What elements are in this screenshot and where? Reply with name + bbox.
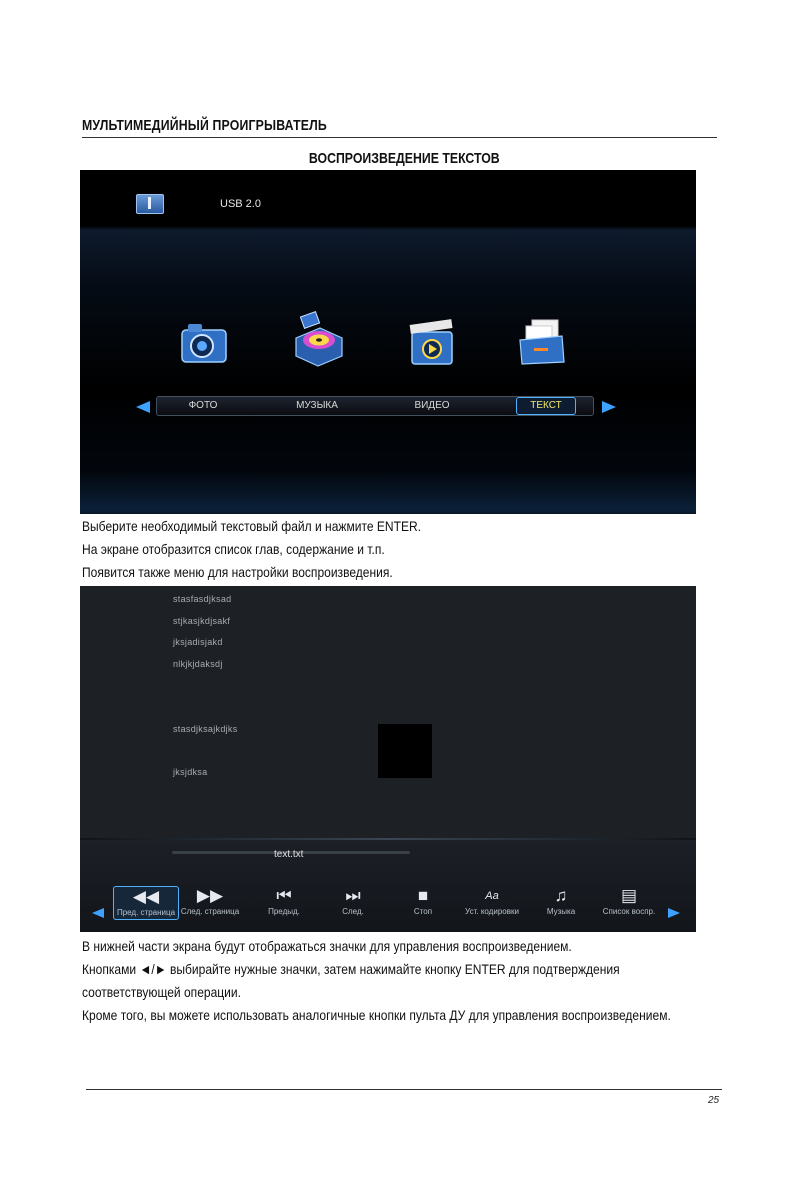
category-text[interactable]: ТЕКСТ xyxy=(516,397,576,415)
section-title: МУЛЬТИМЕДИЙНЫЙ ПРОИГРЫВАТЕЛЬ xyxy=(82,117,327,134)
text-line: stasdjksajkdjks xyxy=(173,724,238,734)
text-line: nlkjkjdaksdj xyxy=(173,659,223,669)
playlist-button[interactable] xyxy=(597,886,661,920)
encoding-button[interactable] xyxy=(460,886,524,920)
paragraph2-line4: Кроме того, вы можете использовать аналогичные кнопки пульта ДУ для управления воспроизведением. xyxy=(82,1007,671,1023)
bottom-divider xyxy=(86,1089,722,1090)
paragraph2-line3: соответствующей операции. xyxy=(82,984,241,1000)
stop-icon: ■ xyxy=(417,886,429,905)
control-label: Пред. страница xyxy=(116,908,176,917)
category-right-arrow[interactable] xyxy=(602,401,616,413)
subsection-title: ВОСПРОИЗВЕДЕНИЕ ТЕКСТОВ xyxy=(308,150,500,167)
encoding-icon: Aa xyxy=(485,890,499,902)
category-video[interactable]: ВИДЕО xyxy=(414,400,450,411)
video-clapper-icon[interactable] xyxy=(406,316,458,368)
camera-icon[interactable] xyxy=(178,316,230,368)
usb-icon xyxy=(136,194,164,214)
prev-page-button[interactable] xyxy=(113,886,179,920)
skip-previous-icon: ⏮ xyxy=(276,886,292,905)
paragraph2-line2: Кнопками ◄/► выбирайте нужные значки, затем нажимайте кнопку ENTER для подтверждения xyxy=(82,961,620,977)
file-name: text.txt xyxy=(274,849,304,860)
next-page-button[interactable] xyxy=(178,886,242,920)
media-player-home-screen xyxy=(80,170,696,514)
paragraph1-line3: Появится также меню для настройки воспроизведения. xyxy=(82,564,393,580)
top-divider xyxy=(82,137,717,138)
text-line: stjkasjkdjsakf xyxy=(173,616,231,626)
image-placeholder xyxy=(378,724,432,778)
rewind-icon: ◀◀ xyxy=(132,887,160,906)
control-label: След. страница xyxy=(180,907,240,916)
category-music[interactable]: МУЗЫКА xyxy=(296,400,338,411)
music-note-icon: ♫ xyxy=(554,886,568,905)
category-foto[interactable]: ФОТО xyxy=(188,400,218,411)
control-label: Музыка xyxy=(546,907,576,916)
category-left-arrow[interactable] xyxy=(136,401,150,413)
text-line: stasfasdjksad xyxy=(173,594,232,604)
music-disc-icon[interactable] xyxy=(290,310,348,368)
control-label: Предыд. xyxy=(268,907,300,916)
skip-next-icon: ⏭ xyxy=(345,886,361,905)
next-button[interactable] xyxy=(321,886,385,920)
fast-forward-icon: ▶▶ xyxy=(196,886,224,905)
playlist-icon: ▤ xyxy=(620,886,638,905)
previous-button[interactable] xyxy=(252,886,316,920)
control-label: Стоп xyxy=(413,907,433,916)
text-line: jksjdksa xyxy=(173,767,208,777)
paragraph1-line1: Выберите необходимый текстовый файл и нажмите ENTER. xyxy=(82,518,422,534)
music-button[interactable] xyxy=(529,886,593,920)
control-label: Список воспр. xyxy=(602,907,656,916)
paragraph1-line2: На экране отобразится список глав, содержание и т.п. xyxy=(82,541,385,557)
document-folder-icon[interactable] xyxy=(516,316,568,368)
stop-button[interactable] xyxy=(391,886,455,920)
controls-right-arrow[interactable] xyxy=(668,908,680,918)
usb-source-label: USB 2.0 xyxy=(220,198,261,210)
text-reader-screen xyxy=(80,586,696,932)
control-label: Уст. кодировки xyxy=(465,907,519,916)
text-line: jksjadisjakd xyxy=(173,637,223,647)
paragraph2-line1: В нижней части экрана будут отображаться значки для управления воспроизведением. xyxy=(82,938,572,954)
controls-left-arrow[interactable] xyxy=(92,908,104,918)
divider-line xyxy=(80,838,696,840)
control-label: След. xyxy=(342,907,364,916)
page-number: 25 xyxy=(708,1095,720,1106)
